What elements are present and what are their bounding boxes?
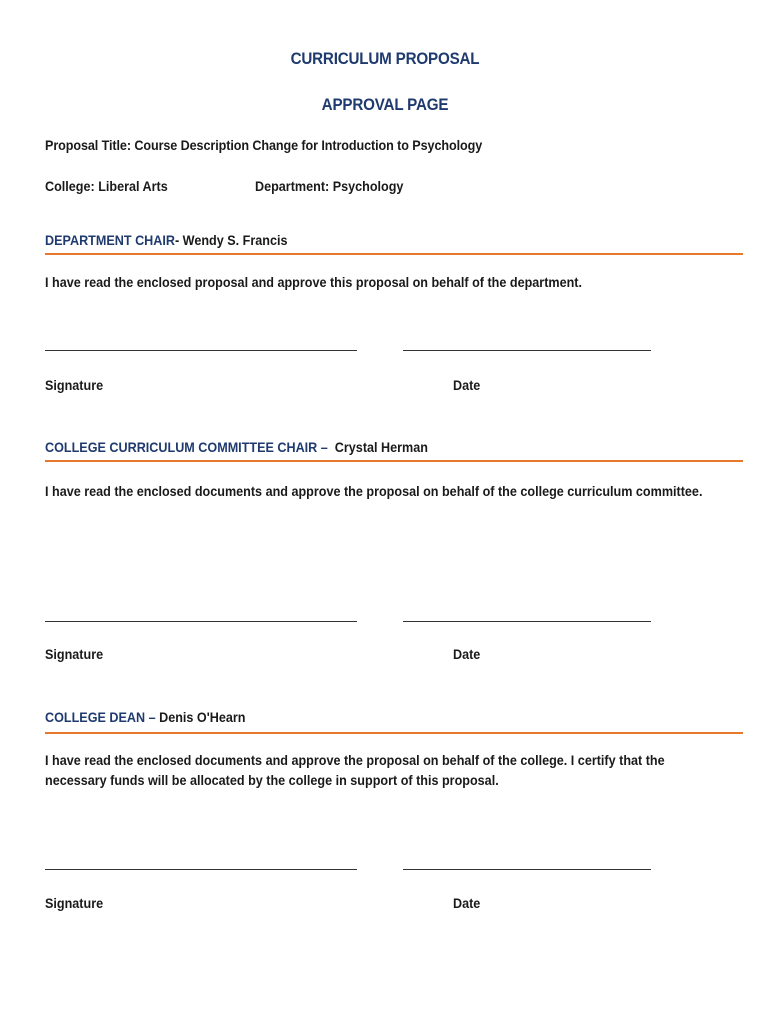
- section-person: Wendy S. Francis: [182, 232, 288, 248]
- college-dean-heading: [45, 709, 245, 725]
- department-chair-heading: [45, 232, 287, 248]
- section-role: COLLEGE DEAN –: [45, 709, 156, 725]
- signature-label: Signature: [45, 895, 104, 911]
- section-person: Denis O'Hearn: [159, 709, 246, 725]
- section-divider: [45, 460, 743, 462]
- signature-line[interactable]: [45, 869, 357, 870]
- section-separator: -: [174, 232, 183, 248]
- signature-line[interactable]: [45, 350, 357, 351]
- proposal-title: Proposal Title: Course Description Change for Introduction to Psychology: [45, 137, 483, 153]
- department-field: Department: Psychology: [255, 178, 404, 194]
- committee-chair-statement: I have read the enclosed documents and approve the proposal on behalf of the college curriculum committee.: [45, 483, 703, 499]
- date-line[interactable]: [403, 621, 651, 622]
- signature-label: Signature: [45, 646, 104, 662]
- college-field: College: Liberal Arts: [45, 178, 168, 194]
- date-label: Date: [453, 646, 481, 662]
- date-line[interactable]: [403, 350, 651, 351]
- section-role: COLLEGE CURRICULUM COMMITTEE CHAIR –: [45, 439, 328, 455]
- section-person: Crystal Herman: [334, 439, 428, 455]
- section-divider: [45, 253, 743, 255]
- section-separator: [328, 439, 335, 455]
- signature-label: Signature: [45, 377, 104, 393]
- date-label: Date: [453, 377, 481, 393]
- section-role: DEPARTMENT CHAIR: [45, 232, 175, 248]
- signature-line[interactable]: [45, 621, 357, 622]
- section-divider: [45, 732, 743, 734]
- college-dean-statement: I have read the enclosed documents and approve the proposal on behalf of the college. I certify that the necessary funds will be allocated by the college in support of this proposal.: [45, 752, 665, 788]
- date-line[interactable]: [403, 869, 651, 870]
- committee-chair-heading: [45, 439, 428, 455]
- document-subtitle: APPROVAL PAGE: [321, 96, 449, 114]
- date-label: Date: [453, 895, 481, 911]
- department-chair-statement: I have read the enclosed proposal and approve this proposal on behalf of the department.: [45, 274, 583, 290]
- document-title: CURRICULUM PROPOSAL: [290, 50, 480, 68]
